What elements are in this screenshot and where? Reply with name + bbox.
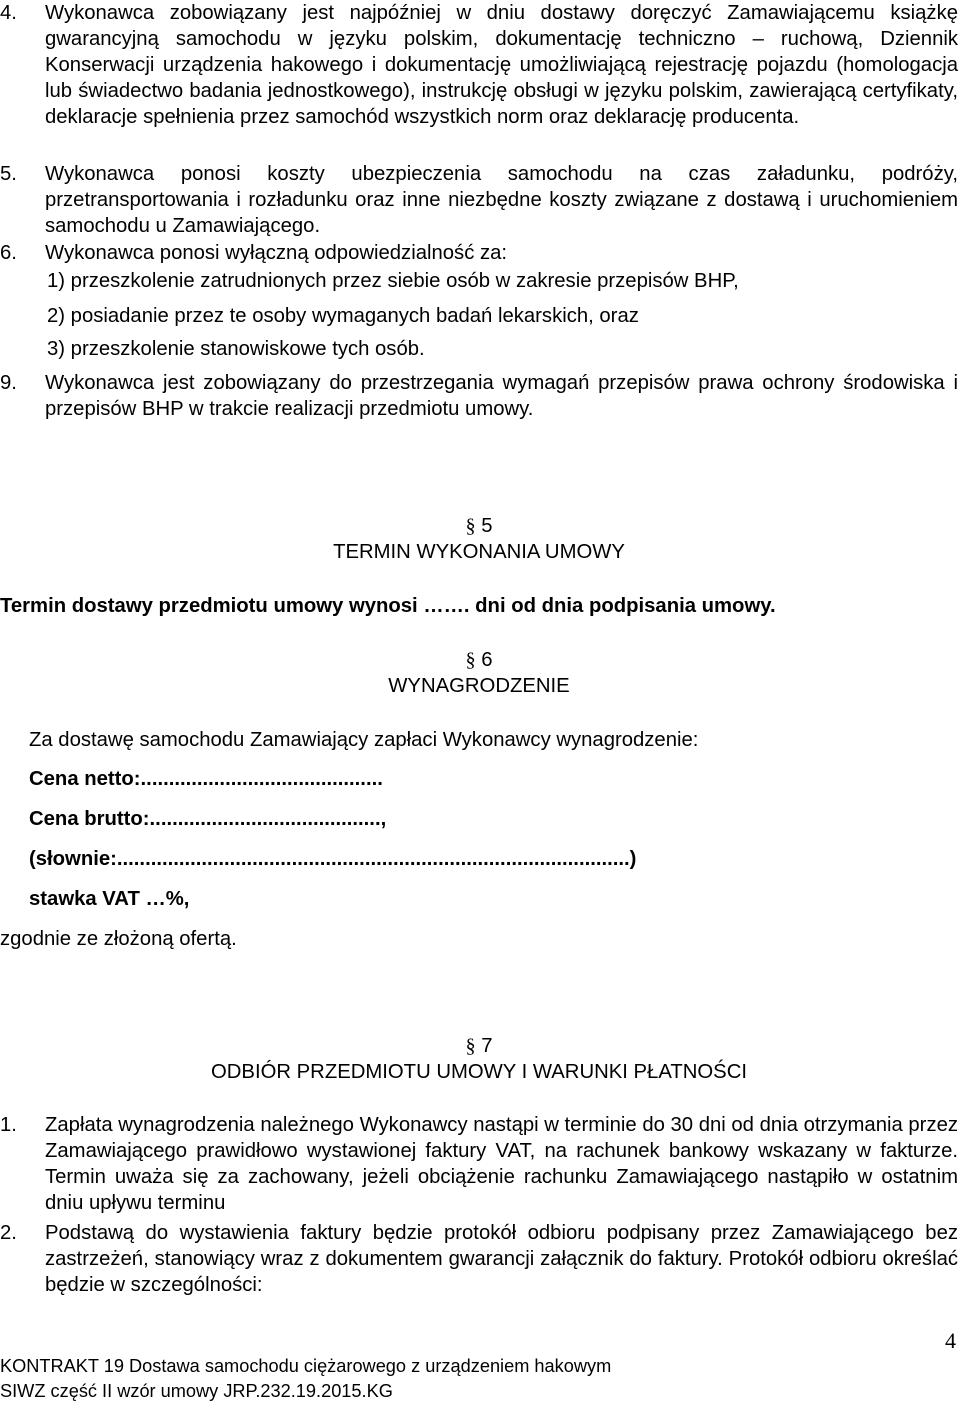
delivery-term-text: Termin dostawy przedmiotu umowy wynosi ……. dni od dnia podpisania umowy. (0, 595, 776, 617)
section-heading-5 (0, 513, 958, 539)
paragraph-text: Zapłata wynagrodzenia należnego Wykonawcy nastąpi w terminie do 30 dni od dnia otrzymania przez Zamawiającego prawidłowo wystawionej faktury VAT, na rachunek bankowy wskazany w fakturze. Termin uważa się za zachowany, jeżeli obciążenie rachunku Zamawiającego nastąpiło w ostatnim dniu upływu terminu (45, 1114, 958, 1214)
paragraph-6 (0, 240, 958, 266)
section-sign: § (465, 515, 476, 537)
vat-rate-field: stawka VAT …%, (29, 888, 190, 910)
paragraph-text: Wykonawca ponosi wyłączną odpowiedzialność za: (45, 242, 508, 264)
paragraph-7-2 (0, 1220, 958, 1298)
section-heading-7 (0, 1033, 958, 1059)
page-number: 4 (945, 1328, 956, 1353)
paragraph-number: 4. (0, 2, 17, 24)
paragraph-text: Wykonawca ponosi koszty ubezpieczenia samochodu na czas załadunku, podróży, przetransportowania i rozładunku oraz inne niezbędne koszty związane z dostawą i uruchomieniem samochodu u Zamawiającego. (45, 163, 958, 237)
paragraph-text: Wykonawca zobowiązany jest najpóźniej w dniu dostawy doręczyć Zamawiającemu książkę gwarancyjną samochodu w języku polskim, dokumentację techniczno – ruchową, Dziennik Konserwacji urządzenia hakowego i dokumentację umożliwiającą rejestrację pojazdu (homologacja lub świadectwo badania jednostkowego), instrukcję obsługi w języku polskim, zawierającą certyfikaty, deklaracje spełnienia przez samochód wszystkich norm oraz deklarację producenta. (45, 2, 958, 128)
section-heading-6 (0, 647, 958, 673)
section-title-6: WYNAGRODZENIE (388, 675, 570, 697)
paragraph-number: 5. (0, 163, 17, 185)
section-sign: § (465, 649, 476, 671)
footer-contract-title: KONTRAKT 19 Dostawa samochodu ciężarowego z urządzeniem hakowym (0, 1356, 612, 1376)
remuneration-intro: Za dostawę samochodu Zamawiający zapłaci Wykonawcy wynagrodzenie: (29, 729, 699, 751)
footer-reference: SIWZ część II wzór umowy JRP.232.19.2015.KG (0, 1381, 393, 1401)
list-item: 2) posiadanie przez te osoby wymaganych badań lekarskich, oraz (47, 305, 639, 327)
paragraph-text: Wykonawca jest zobowiązany do przestrzegania wymagań przepisów prawa ochrony środowiska i przepisów BHP w trakcie realizacji przedmiotu umowy. (45, 372, 958, 420)
paragraph-7-1 (0, 1112, 958, 1216)
section-number: 6 (481, 649, 493, 671)
amount-in-words-field: (słownie:...........................................................................................) (29, 848, 637, 870)
paragraph-number: 2. (0, 1222, 17, 1244)
paragraph-text: Podstawą do wystawienia faktury będzie protokół odbioru podpisany przez Zamawiającego bez zastrzeżeń, stanowiący wraz z dokumentem gwarancji załącznik do faktury. Protokół odbioru określać będzie w szczególności: (45, 1222, 958, 1296)
net-price-field: Cena netto:........................................... (29, 768, 383, 790)
paragraph-4 (0, 0, 958, 130)
paragraph-number: 9. (0, 372, 17, 394)
section-sign: § (465, 1035, 476, 1057)
paragraph-number: 6. (0, 242, 17, 264)
section-title-5: TERMIN WYKONANIA UMOWY (333, 541, 625, 563)
gross-price-field: Cena brutto:........................................., (29, 808, 387, 830)
paragraph-5 (0, 161, 958, 239)
section-title-7: ODBIÓR PRZEDMIOTU UMOWY I WARUNKI PŁATNOŚCI (211, 1061, 747, 1083)
list-item: 3) przeszkolenie stanowiskowe tych osób. (47, 338, 425, 360)
paragraph-number: 1. (0, 1114, 17, 1136)
list-item: 1) przeszkolenie zatrudnionych przez siebie osób w zakresie przepisów BHP, (47, 270, 739, 292)
offer-reference: zgodnie ze złożoną ofertą. (0, 928, 237, 950)
section-number: 5 (481, 515, 493, 537)
section-number: 7 (481, 1035, 493, 1057)
paragraph-9 (0, 370, 958, 422)
